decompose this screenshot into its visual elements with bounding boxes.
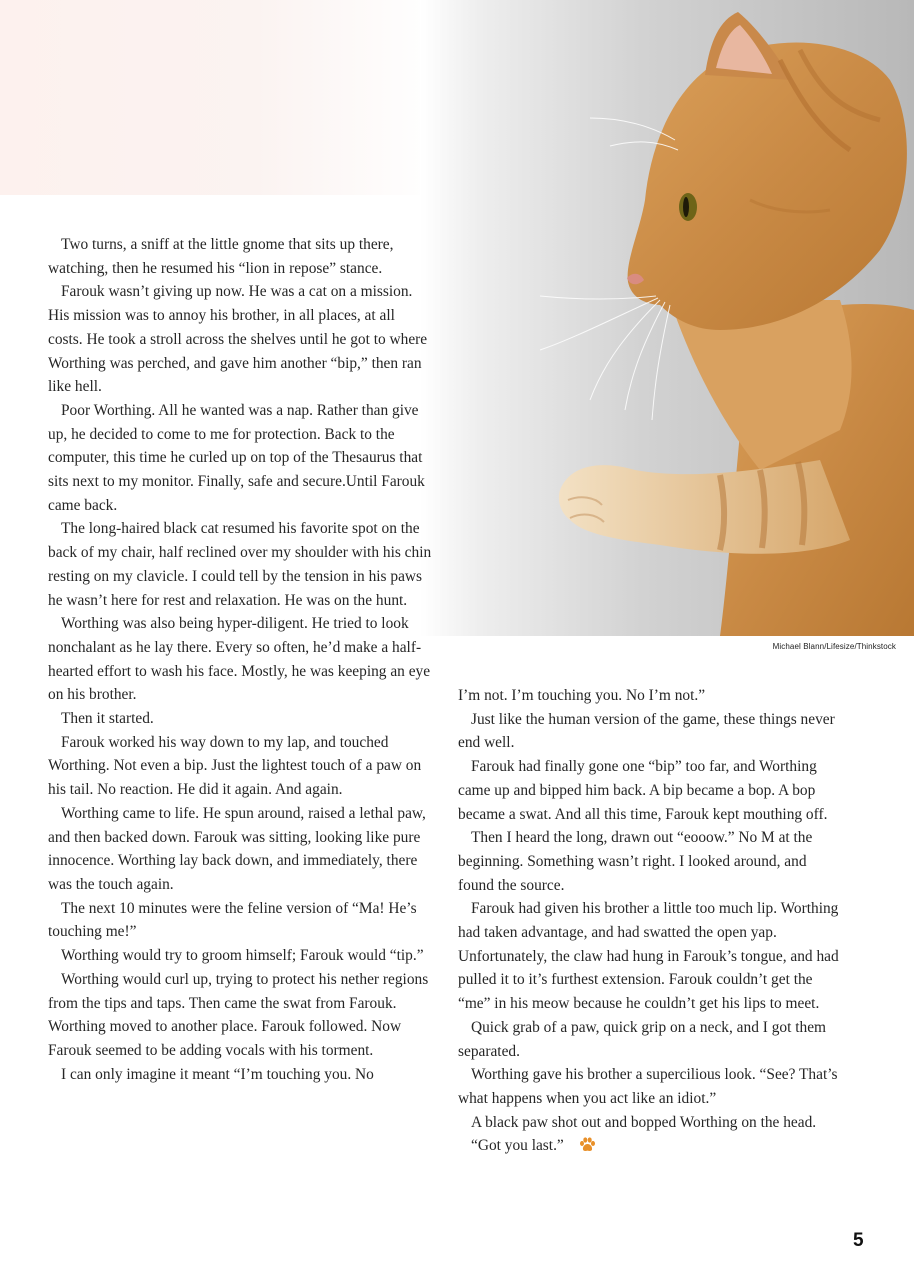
paw-print-icon <box>566 1136 596 1160</box>
paragraph: Then I heard the long, drawn out “eooow.” No M at the beginning. Something wasn’t right. I looked around, and found the source. <box>458 829 813 894</box>
paragraph: A black paw shot out and bopped Worthing on the head. <box>471 1113 817 1131</box>
paragraph: Farouk worked his way down to my lap, and touched Worthing. Not even a bip. Just the lightest touch of a paw on his tail. No reaction. He did it again. And again. <box>48 733 422 799</box>
closing-paragraph <box>458 1134 846 1160</box>
paragraph: Two turns, a sniff at the little gnome that sits up there, watching, then he resumed his “lion in repose” stance. <box>48 236 394 277</box>
paragraph: Quick grab of a paw, quick grip on a neck, and I got them separated. <box>458 1018 827 1060</box>
photo-credit: Michael Blann/Lifesize/Thinkstock <box>772 642 896 651</box>
paragraph: Farouk had finally gone one “bip” too far, and Worthing came up and bipped him back. A bip became a bop. A bop became a swat. And all this time, Farouk kept mouthing off. <box>458 758 828 823</box>
paragraph: Farouk had given his brother a little too much lip. Worthing had taken advantage, and had swatted the open yap. Unfortunately, the claw had hung in Farouk’s tongue, and had pulled it to it’s furthest extension. Farouk couldn’t get the “me” in his meow because he couldn’t get his lips to meet. <box>458 900 839 1013</box>
page-number: 5 <box>853 1230 864 1251</box>
paragraph: I can only imagine it meant “I’m touching you. No <box>61 1065 374 1083</box>
paragraph: Worthing would try to groom himself; Farouk would “tip.” <box>61 947 424 965</box>
paragraph: Then it started. <box>61 710 154 728</box>
paragraph: Poor Worthing. All he wanted was a nap. Rather than give up, he decided to come to me for protection. Back to the computer, this time he curled up on top of the Thesaurus that sits next to my monitor. Finally, safe and secure.Until Farouk came back. <box>48 401 425 514</box>
paragraph: Just like the human version of the game, these things never end well. <box>458 710 835 752</box>
paragraph: Farouk wasn’t giving up now. He was a cat on a mission. His mission was to annoy his brother, in all places, at all costs. He took a stroll across the shelves until he got to where Worthing was perched, and gave him another “bip,” then ran like hell. <box>48 283 428 396</box>
closing-line: “Got you last.” <box>471 1137 564 1155</box>
paragraph-continuation: I’m not. I’m touching you. No I’m not.” <box>458 687 706 704</box>
paragraph: Worthing was also being hyper-diligent. He tried to look nonchalant as he lay there. Every so often, he’d make a half-hearted effort to wash his face. Mostly, he was keeping an eye on his brother. <box>48 615 431 704</box>
cat-photo <box>420 0 914 636</box>
paragraph: Worthing gave his brother a supercilious look. “See? That’s what happens when you act like an idiot.” <box>458 1066 838 1107</box>
paragraph: Worthing came to life. He spun around, raised a lethal paw, and then backed down. Farouk was sitting, looking like pure innocence. Worthing lay back down, and immediately, there was the touch again. <box>48 804 426 893</box>
paragraph: The next 10 minutes were the feline version of “Ma! He’s touching me!” <box>48 899 417 941</box>
left-column <box>48 233 432 1086</box>
paragraph: Worthing would curl up, trying to protect his nether regions from the tips and taps. Then came the swat from Farouk. Worthing moved to another place. Farouk followed. Now Farouk seemed to be adding vocals with his torment. <box>48 970 429 1059</box>
right-column <box>458 684 846 1160</box>
paragraph: The long-haired black cat resumed his favorite spot on the back of my chair, half reclined over my shoulder with his chin resting on my clavicle. I could tell by the tension in his paws he wasn’t here for rest and relaxation. He was on the hunt. <box>48 520 432 609</box>
